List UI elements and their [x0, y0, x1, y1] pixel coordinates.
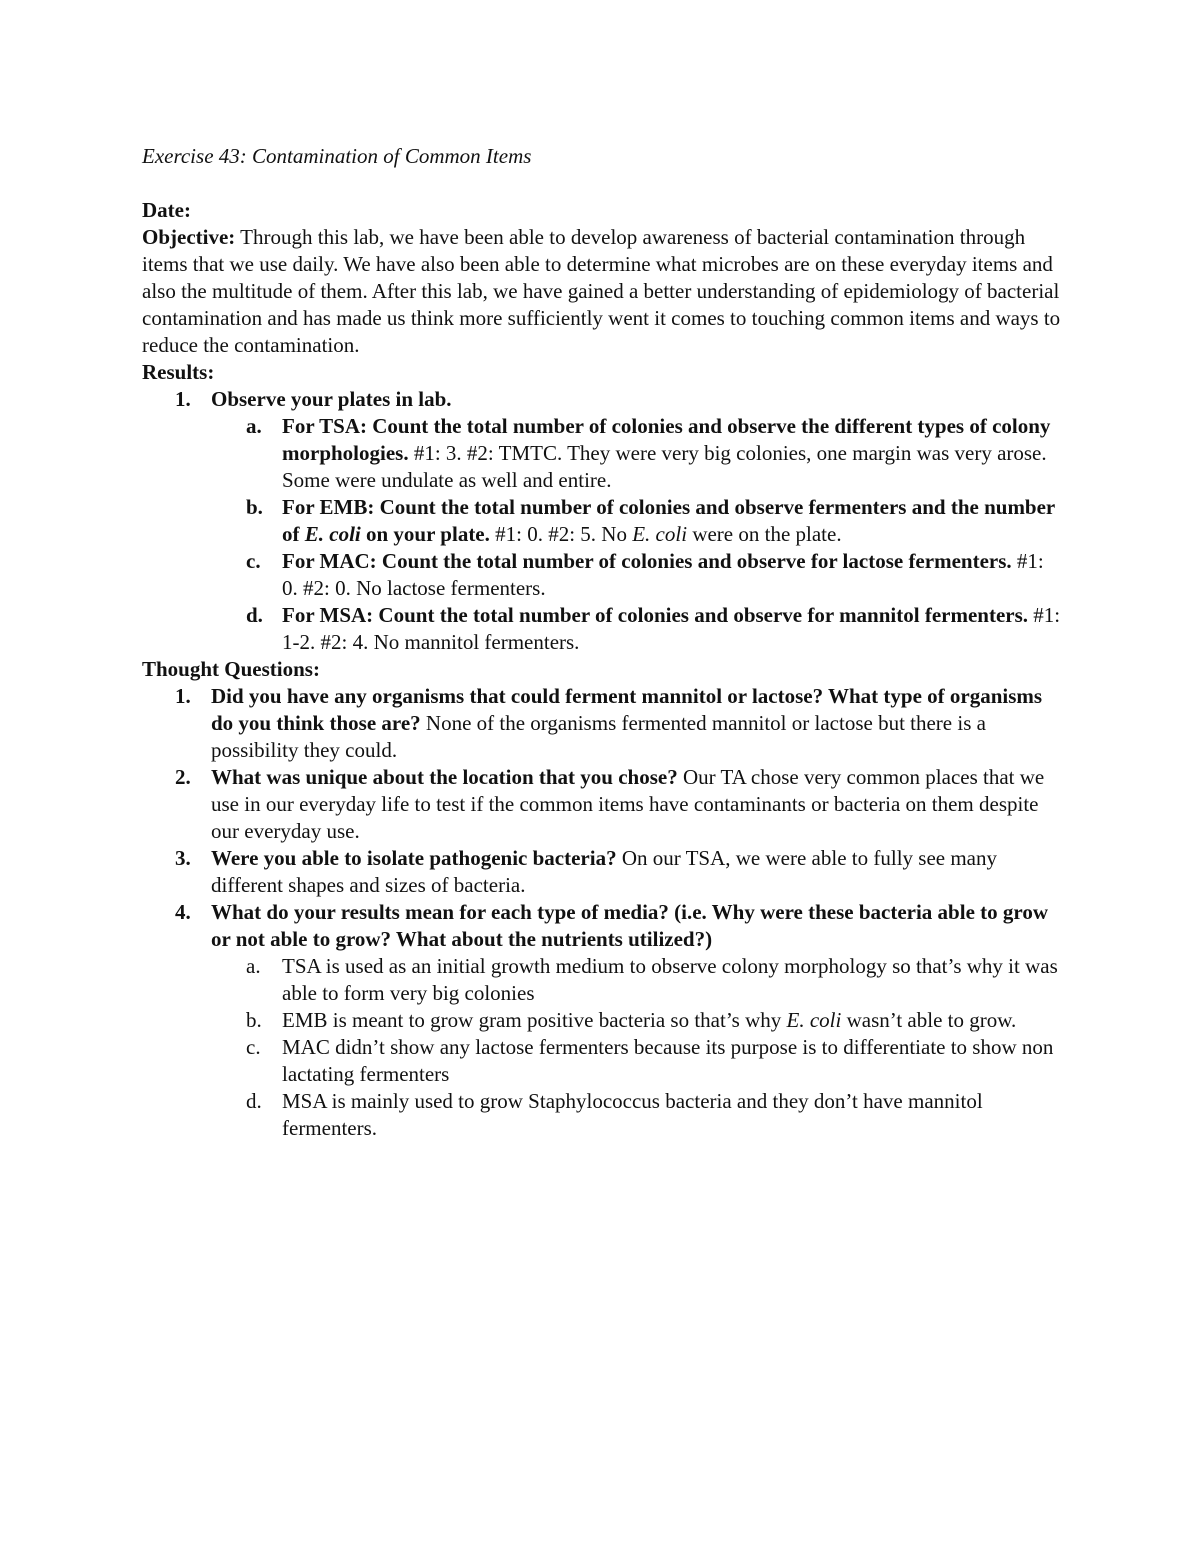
- species-name: E. coli: [304, 522, 361, 546]
- list-marker: d.: [246, 603, 263, 627]
- thought-heading-text: Thought Questions:: [142, 657, 320, 681]
- thought-questions-heading: [142, 656, 1062, 683]
- list-marker: a.: [246, 954, 261, 978]
- results-item-1-text: Observe your plates in lab.: [211, 387, 452, 411]
- results-sub-b: [142, 494, 1062, 548]
- thought-item-2-question: What was unique about the location that you chose?: [211, 765, 678, 789]
- thought-item-4: [142, 899, 1062, 953]
- date-label: Date:: [142, 198, 191, 222]
- list-marker: c.: [246, 1035, 261, 1059]
- thought-sub-c-text: MAC didn’t show any lactose fermenters because its purpose is to differentiate to show non lactating fermenters: [282, 1035, 1054, 1086]
- document-body: [142, 143, 1062, 1142]
- list-marker: c.: [246, 549, 261, 573]
- answer-text: were on the plate.: [687, 522, 842, 546]
- list-marker: a.: [246, 414, 262, 438]
- thought-sub-c: [142, 1034, 1062, 1088]
- document-title: Exercise 43: Contamination of Common Items: [142, 144, 532, 168]
- thought-sub-a-text: TSA is used as an initial growth medium to observe colony morphology so that’s why it was able to form very big colonies: [282, 954, 1058, 1005]
- species-name: E. coli: [786, 1008, 842, 1032]
- thought-item-3-question: Were you able to isolate pathogenic bacteria?: [211, 846, 617, 870]
- thought-sub-b-text: EMB is meant to grow gram positive bacteria so that’s why: [282, 1008, 787, 1032]
- answer-text: #1: 0. #2: 5. No: [489, 522, 633, 546]
- thought-item-4-question: What do your results mean for each type of media? (i.e. Why were these bacteria able to grow or not able to grow? What about the nutrients utilized?): [211, 900, 1048, 951]
- results-sub-a: [142, 413, 1062, 494]
- list-marker: d.: [246, 1089, 262, 1113]
- thought-sub-a: [142, 953, 1062, 1007]
- list-marker: 1.: [175, 387, 191, 411]
- list-marker: 2.: [175, 765, 191, 789]
- thought-item-2: [142, 764, 1062, 845]
- list-marker: 3.: [175, 846, 191, 870]
- question-text: For EMB: Count the total number of colonies and observe fermenters and the number of: [282, 495, 1055, 546]
- results-sub-c-answer: #1: 0. #2: 0. No lactose fermenters.: [282, 549, 1044, 600]
- thought-item-2-answer: Our TA chose very common places that we use in our everyday life to test if the common items have contaminants or bacteria on them despite our everyday use.: [211, 765, 1045, 843]
- objective-text: Through this lab, we have been able to develop awareness of bacterial contamination through items that we use daily. We have also been able to determine what microbes are on these everyday items and also the multitude of them. After this lab, we have gained a better understanding of epidemiology of bacterial contamination and has made us think more sufficiently went it comes to touching common items and ways to reduce the contamination.: [142, 225, 1061, 357]
- results-sub-d: [142, 602, 1062, 656]
- results-sub-d-question: For MSA: Count the total number of colonies and observe for mannitol fermenters.: [282, 603, 1029, 627]
- list-marker: b.: [246, 495, 263, 519]
- thought-item-1-answer: None of the organisms fermented mannitol or lactose but there is a possibility they could.: [211, 711, 986, 762]
- thought-item-3: [142, 845, 1062, 899]
- thought-item-1-question: Did you have any organisms that could ferment mannitol or lactose? What type of organisms do you think those are?: [211, 684, 1043, 735]
- thought-sub-b-text-end: wasn’t able to grow.: [841, 1008, 1017, 1032]
- question-text: on your plate.: [360, 522, 490, 546]
- date-line: [142, 197, 1062, 224]
- results-sub-a-answer: #1: 3. #2: TMTC. They were very big colonies, one margin was very arose. Some were undulate as well and entire.: [282, 441, 1047, 492]
- results-sub-c-question: For MAC: Count the total number of colonies and observe for lactose fermenters.: [282, 549, 1012, 573]
- results-sub-d-answer: #1: 1-2. #2: 4. No mannitol fermenters.: [282, 603, 1061, 654]
- list-marker: 1.: [175, 684, 191, 708]
- results-sub-a-question: For TSA: Count the total number of colonies and observe the different types of colony morphologies.: [282, 414, 1051, 465]
- thought-item-1: [142, 683, 1062, 764]
- thought-sub-b: [142, 1007, 1062, 1034]
- thought-sub-d-text: MSA is mainly used to grow Staphylococcus bacteria and they don’t have mannitol fermenters.: [282, 1089, 983, 1140]
- objective-paragraph: [142, 224, 1062, 359]
- results-item-1: [142, 386, 1062, 413]
- results-heading-text: Results:: [142, 360, 215, 384]
- results-heading: [142, 359, 1062, 386]
- thought-sub-d: [142, 1088, 1062, 1142]
- thought-item-3-answer: On our TSA, we were able to fully see many different shapes and sizes of bacteria.: [211, 846, 997, 897]
- spacer: [142, 170, 1062, 197]
- list-marker: b.: [246, 1008, 262, 1032]
- list-marker: 4.: [175, 900, 191, 924]
- species-name: E. coli: [632, 522, 688, 546]
- results-sub-c: [142, 548, 1062, 602]
- objective-label: Objective:: [142, 225, 236, 249]
